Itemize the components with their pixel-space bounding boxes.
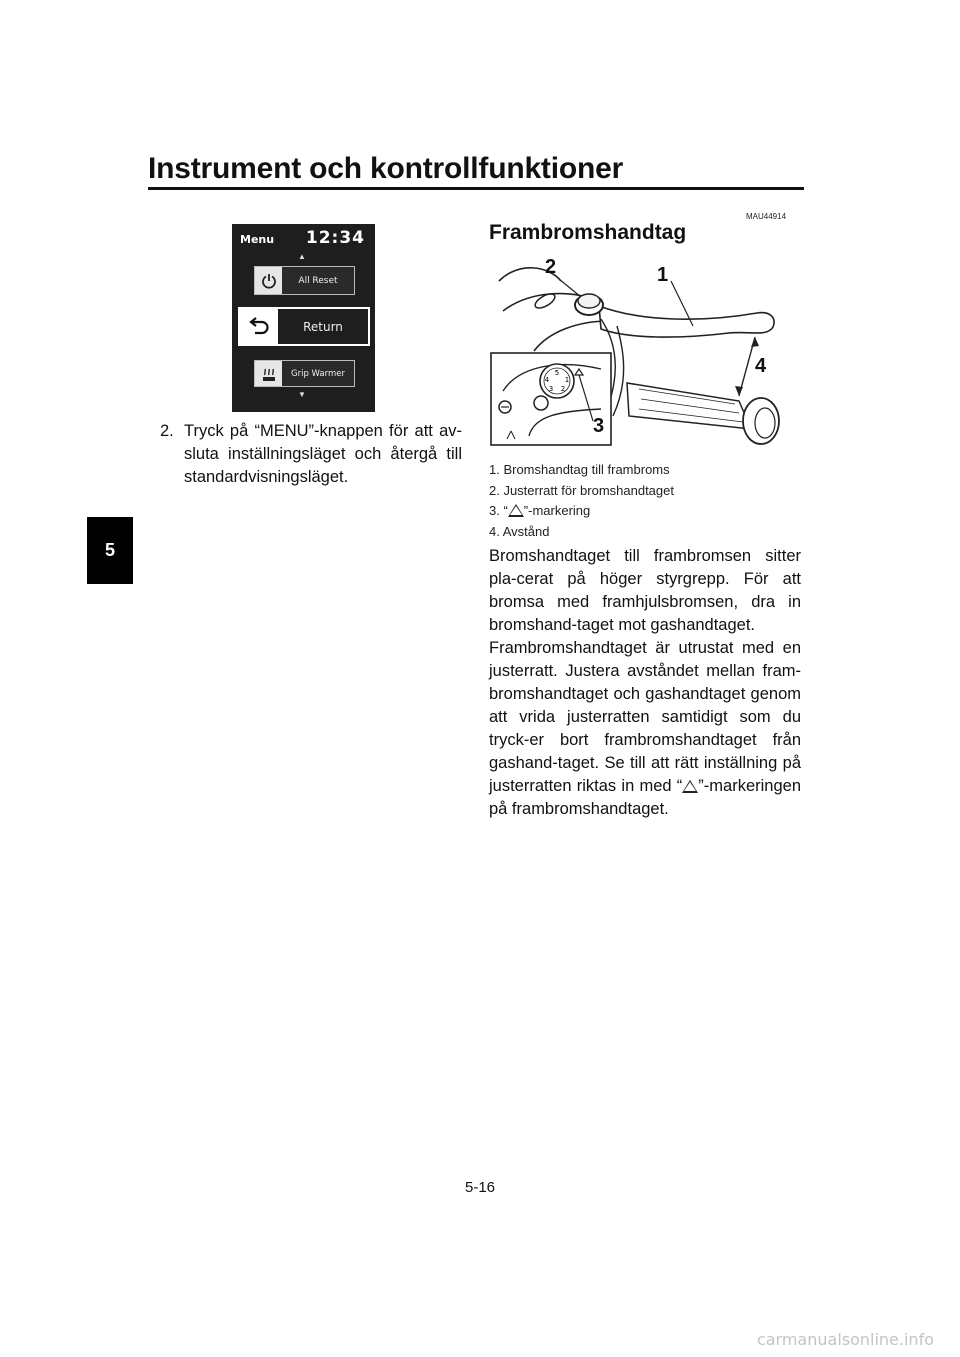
body-text — [489, 545, 801, 821]
caption-3-suffix: ”-markering — [523, 503, 591, 518]
arrow-down-icon: ▼ — [298, 390, 306, 399]
all-reset-label: All Reset — [298, 275, 338, 286]
callout-3: 3 — [593, 415, 605, 437]
brake-lever-drawing — [489, 251, 801, 449]
page-number: 5-16 — [464, 1179, 496, 1196]
all-reset-button[interactable] — [254, 266, 355, 295]
dial-number-3: 3 — [548, 385, 554, 393]
step-list — [160, 420, 462, 489]
triangle-mark-icon — [682, 780, 698, 793]
return-button[interactable] — [238, 307, 370, 346]
triangle-mark-icon — [508, 504, 524, 517]
body-paragraph-start: Frambromshandtaget är utrustat med en justerratt. Justera avståndet mellan fram-bromshandtaget och gashandtaget genom att vrida justerratten samtidigt som du tryck-er bort frambromshandtaget från gashand-taget. Se till att rätt inställning på justerratten riktas in med “ — [489, 639, 801, 795]
menu-time: 12:34 — [305, 228, 365, 248]
callout-2: 2 — [545, 256, 557, 278]
body-paragraph-end: ”-markeringen på frambromshandtaget. — [489, 777, 801, 818]
caption-item — [489, 501, 801, 522]
dial-number-2: 2 — [560, 385, 566, 393]
title-rule — [148, 187, 804, 190]
caption-item: 4. Avstånd — [489, 523, 550, 539]
grip-warmer-icon — [255, 361, 282, 386]
dial-number-5: 5 — [554, 369, 560, 377]
callout-4: 4 — [755, 355, 767, 377]
body-paragraph: Bromshandtaget till frambromsen sitter pla-cerat på höger styrgrepp. För att bromsa med framhjulsbromsen, dra in bromshand-taget mot gashandtaget. — [489, 547, 801, 634]
dial-number-4: 4 — [544, 376, 550, 384]
caption-item: 2. Justerratt för bromshandtaget — [489, 482, 674, 498]
grip-warmer-label: Grip Warmer — [291, 368, 345, 379]
caption-item: 1. Bromshandtag till frambroms — [489, 462, 670, 477]
return-label: Return — [303, 319, 343, 334]
step-number: 2. — [160, 422, 174, 440]
section-code: MAU44914 — [746, 212, 787, 221]
step-text: Tryck på “MENU”-knappen för att av-sluta inställningsläget och återgå till standardvisningsläget. — [184, 422, 462, 486]
page-title: Instrument och kontrollfunktioner — [148, 152, 624, 185]
menu-screen — [232, 224, 375, 412]
grip-warmer-button[interactable] — [254, 360, 355, 387]
power-icon — [255, 267, 282, 294]
chapter-tab — [87, 517, 133, 584]
body-paragraph — [489, 637, 801, 821]
dial-number-1: 1 — [564, 376, 570, 384]
menu-label: Menu — [240, 233, 275, 246]
watermark: carmanualsonline.info — [756, 1330, 934, 1349]
caption-list — [489, 460, 801, 542]
brake-lever-figure — [489, 251, 801, 449]
caption-3-prefix: 3. “ — [489, 503, 508, 518]
section-heading: Frambromshandtag — [489, 221, 687, 244]
arrow-up-icon: ▲ — [298, 252, 306, 261]
chapter-number: 5 — [104, 540, 115, 560]
return-arrow-icon — [240, 309, 278, 344]
callout-1: 1 — [657, 264, 669, 286]
